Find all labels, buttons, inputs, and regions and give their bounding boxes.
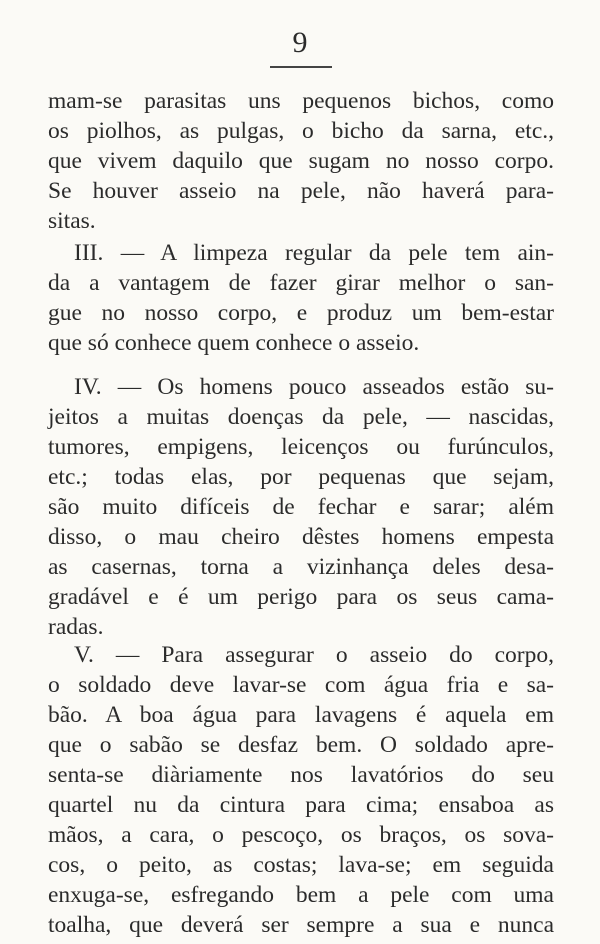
text-line: bão. A boa água para lavagens é aquela em (48, 702, 554, 728)
text-line: os piolhos, as pulgas, o bicho da sarna, etc., (48, 118, 554, 144)
text-line: mãos, a cara, o pescoço, os braços, os sova- (48, 822, 554, 848)
text-line: que o sabão se desfaz bem. O soldado apre- (48, 732, 554, 758)
text-line: radas. (48, 614, 104, 640)
text-line: toalha, que deverá ser sempre a sua e nunca (48, 912, 554, 938)
paragraph-section-iii (48, 238, 554, 358)
paragraph-continuation (48, 86, 554, 236)
page-number: 9 (292, 26, 308, 59)
text-line: da a vantagem de fazer girar melhor o san- (48, 270, 554, 296)
text-line: quartel nu da cintura para cima; ensaboa as (48, 792, 554, 818)
text-line: IV. — Os homens pouco asseados estão su- (74, 374, 554, 400)
text-line: o soldado deve lavar-se com água fria e sa- (48, 672, 554, 698)
text-line: Se houver asseio na pele, não haverá para- (48, 178, 554, 204)
paragraph-section-v (48, 640, 554, 940)
text-line: gue no nosso corpo, e produz um bem-estar (48, 300, 554, 326)
text-line: jeitos a muitas doenças da pele, — nascidas, (48, 404, 554, 430)
text-line: senta-se diàriamente nos lavatórios do seu (48, 762, 554, 788)
text-line: que só conhece quem conhece o asseio. (48, 330, 420, 356)
text-line: III. — A limpeza regular da pele tem ain- (74, 240, 554, 266)
text-line: disso, o mau cheiro dêstes homens empesta (48, 524, 554, 550)
text-line: V. — Para assegurar o asseio do corpo, (74, 642, 554, 668)
text-line: enxuga-se, esfregando bem a pele com uma (48, 882, 554, 908)
text-line: etc.; todas elas, por pequenas que sejam, (48, 464, 554, 490)
text-line: que vivem daquilo que sugam no nosso corpo. (48, 148, 554, 174)
header-rule (270, 66, 332, 68)
text-line: são muito difíceis de fechar e sarar; além (48, 494, 554, 520)
text-line: sitas. (48, 208, 96, 234)
text-line: gradável e é um perigo para os seus cama- (48, 584, 554, 610)
text-line: mam-se parasitas uns pequenos bichos, como (48, 88, 554, 114)
text-line: as casernas, torna a vizinhança deles desa- (48, 554, 554, 580)
text-line: cos, o peito, as costas; lava-se; em seguida (48, 852, 554, 878)
text-line: tumores, empigens, leicenços ou furúnculos, (48, 434, 554, 460)
paragraph-section-iv (48, 372, 554, 642)
